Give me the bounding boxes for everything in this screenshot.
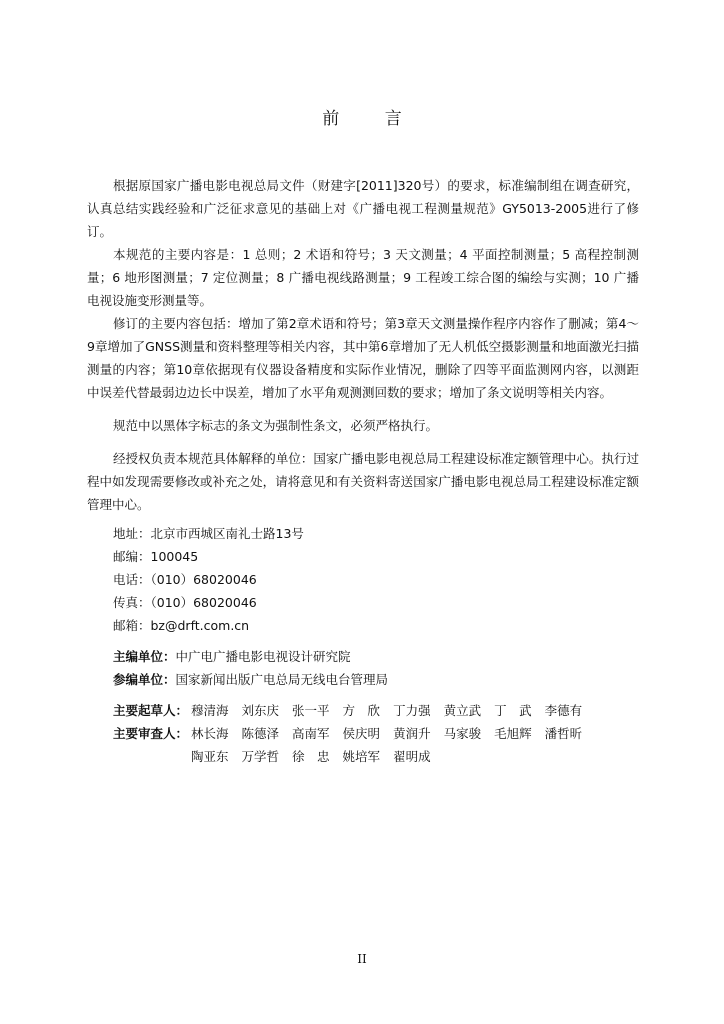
participating-unit bbox=[87, 668, 639, 691]
reviewer-name: 姚培军 bbox=[342, 749, 381, 764]
reviewer-name: 万学哲 bbox=[241, 749, 280, 764]
participating-value: 国家新闻出版广电总局无线电台管理局 bbox=[175, 672, 389, 687]
reviewer-name: 陶亚东 bbox=[191, 749, 229, 764]
drafter-name: 穆清海 bbox=[191, 703, 229, 718]
paragraph-interpretation-unit: 经授权负责本规范具体解释的单位：国家广播电影电视总局工程建设标准定额管理中心。执行过程中如发现需要修改或补充之处，请将意见和有关资料寄送国家广播电影电视总局工程建设标准定额管理中心。 bbox=[87, 451, 639, 512]
drafter-name: 方 欣 bbox=[342, 703, 381, 718]
reviewer-name: 毛旭辉 bbox=[494, 726, 532, 741]
participating-label: 参编单位： bbox=[113, 672, 176, 687]
paragraph-revision-content: 修订的主要内容包括：增加了第2章术语和符号；第3章天文测量操作程序内容作了删减；第4～9章增加了GNSS测量和资料整理等相关内容，其中第6章增加了无人机低空摄影测量和地面激光扫描测量的内容；第10章依据现有仪器设备精度和实际作业情况，删除了四等平面监测网内容，以测距中误差代替最弱边边长中误差，增加了水平角观测测回数的要求；增加了条文说明等相关内容。 bbox=[87, 316, 639, 400]
drafter-name: 李德有 bbox=[544, 703, 583, 718]
drafters-list bbox=[191, 699, 639, 722]
reviewers-list bbox=[191, 722, 639, 768]
reviewer-name: 徐 忠 bbox=[292, 749, 330, 764]
reviewers-label: 主要审查人： bbox=[113, 726, 189, 741]
reviewer-name: 马家骏 bbox=[443, 726, 482, 741]
reviewer-name: 翟明成 bbox=[393, 749, 431, 764]
paragraph-main-content: 本规范的主要内容是：1 总则；2 术语和符号；3 天文测量；4 平面控制测量；5 高程控制测量；6 地形图测量；7 定位测量；8 广播电视线路测量；9 工程竣工综合图的编绘与实测；10 广播电视设施变形测量等。 bbox=[87, 247, 639, 308]
drafter-name: 丁 武 bbox=[494, 703, 532, 718]
reviewer-name: 陈德泽 bbox=[241, 726, 280, 741]
preface-body bbox=[87, 174, 639, 768]
chief-editor-label: 主编单位： bbox=[113, 649, 176, 664]
drafter-name: 丁力强 bbox=[393, 703, 431, 718]
drafters-row bbox=[87, 699, 639, 722]
reviewer-name: 侯庆明 bbox=[342, 726, 381, 741]
reviewer-name: 林长海 bbox=[191, 726, 229, 741]
paragraph-revision-basis: 根据原国家广播电影电视总局文件（财建字[2011]320号）的要求，标准编制组在调查研究，认真总结实践经验和广泛征求意见的基础上对《广播电视工程测量规范》GY5013-2005进行了修订。 bbox=[87, 178, 639, 239]
contact-postcode: 邮编：100045 bbox=[113, 549, 199, 564]
drafter-name: 张一平 bbox=[292, 703, 330, 718]
page-number: II bbox=[357, 952, 367, 966]
reviewer-name: 黄润升 bbox=[393, 726, 431, 741]
chief-editor-value: 中广电广播电影电视设计研究院 bbox=[175, 649, 351, 664]
contact-phone: 电话：（010）68020046 bbox=[113, 572, 257, 587]
reviewer-name: 高南军 bbox=[292, 726, 330, 741]
drafters-label: 主要起草人： bbox=[113, 703, 189, 718]
drafter-name: 黄立武 bbox=[443, 703, 482, 718]
page-title: 前 言 bbox=[322, 109, 422, 129]
reviewer-name: 潘哲昕 bbox=[544, 726, 583, 741]
contact-email: 邮箱：bz@drft.com.cn bbox=[113, 618, 250, 633]
paragraph-mandatory-clauses: 规范中以黑体字标志的条文为强制性条文，必须严格执行。 bbox=[113, 418, 439, 433]
drafter-name: 刘东庆 bbox=[241, 703, 280, 718]
chief-editor-unit bbox=[87, 645, 639, 668]
contact-fax: 传真：（010）68020046 bbox=[113, 595, 257, 610]
contact-address: 地址：北京市西城区南礼士路13号 bbox=[113, 526, 304, 541]
reviewers-row bbox=[87, 722, 639, 768]
